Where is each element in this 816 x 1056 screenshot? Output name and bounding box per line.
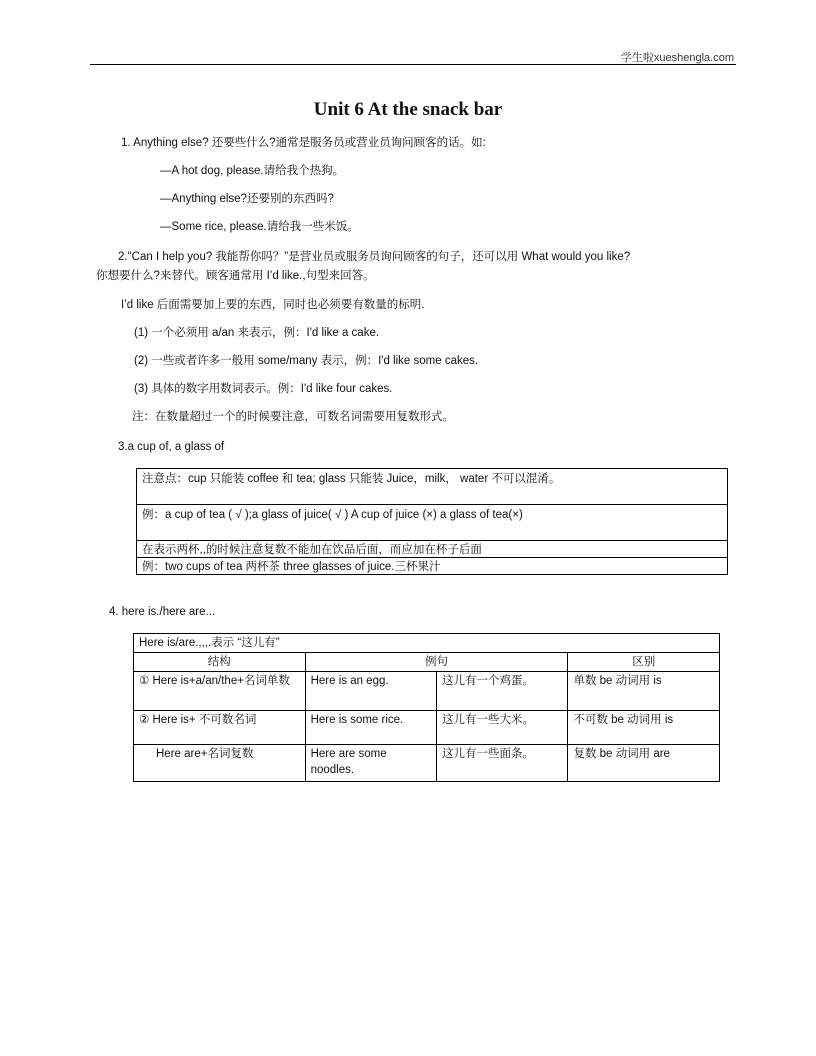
table-cell: Here is some rice. (305, 711, 436, 745)
rule-item: (3) 具体的数字用数词表示。例：I'd like four cakes. (134, 383, 393, 395)
header-site: 学生啦xueshengla.com (620, 52, 734, 64)
table-cell: Here are some noodles. (305, 745, 436, 782)
page-title: Unit 6 At the snack bar (313, 99, 503, 120)
table-cell: 这儿有一些大米。 (437, 711, 568, 745)
section-4-heading: 4. here is./here are... (109, 606, 216, 618)
column-header: 例句 (305, 653, 568, 672)
table-caption: Here is/are.,,,.表示 “这儿有” (134, 634, 720, 653)
table-row (134, 745, 720, 782)
section-2-line-1: 2."Can I help you? 我能帮你吗？”是营业员或服务员询问顾客的句子，还可以用 What would you like? (118, 251, 631, 263)
column-header: 结构 (134, 653, 306, 672)
table-row (134, 711, 720, 745)
table-cell: 在表示两杯,,的时候注意复数不能加在饮品后面，而应加在杯子后面 (137, 541, 728, 558)
cup-glass-table (136, 468, 728, 575)
section-1-heading: 1. Anything else? 还要些什么?通常是服务员或营业员询问顾客的话。如: (121, 137, 486, 149)
section-2-note: I’d like 后面需要加上要的东西，同时也必须要有数量的标明. (121, 299, 425, 311)
table-cell: 不可数 be 动词用 is (568, 711, 720, 745)
table-cell: Here are+名词复数 (134, 745, 306, 782)
section-2-line-2: 你想要什么?来替代。顾客通常用 I’d like.,句型来回答。 (96, 270, 375, 282)
table-cell: ② Here is+ 不可数名词 (134, 711, 306, 745)
dialogue-line: —Some rice, please.请给我一些米饭。 (160, 221, 359, 233)
table-cell: 复数 be 动词用 are (568, 745, 720, 782)
table-cell: 单数 be 动词用 is (568, 672, 720, 711)
section-2-remark: 注：在数量超过一个的时候要注意，可数名词需要用复数形式。 (132, 411, 454, 423)
table-cell: 注意点：cup 只能装 coffee 和 tea; glass 只能装 Juice，milk， water 不可以混淆。 (137, 469, 728, 505)
column-header: 区别 (568, 653, 720, 672)
dialogue-line: —Anything else?还要别的东西吗? (160, 193, 334, 205)
table-cell: 例：a cup of tea ( √ );a glass of juice( √ ) A cup of juice (×) a glass of tea(×) (137, 505, 728, 541)
dialogue-line: —A hot dog, please.请给我个热狗。 (160, 165, 345, 177)
table-cell: 这儿有一个鸡蛋。 (437, 672, 568, 711)
table-cell: Here is an egg. (305, 672, 436, 711)
table-row (134, 672, 720, 711)
here-is-are-table (133, 633, 720, 782)
header-divider (90, 64, 736, 65)
rule-item: (1) 一个必须用 a/an 来表示，例：I'd like a cake. (134, 327, 380, 339)
section-3-heading: 3.a cup of, a glass of (118, 441, 225, 453)
table-cell: ① Here is+a/an/the+名词单数 (134, 672, 306, 711)
table-cell: 这儿有一些面条。 (437, 745, 568, 782)
rule-item: (2) 一些或者许多一般用 some/many 表示，例：I'd like some cakes. (134, 355, 479, 367)
table-cell: 例：two cups of tea 两杯茶 three glasses of juice.三杯果汁 (137, 558, 728, 575)
